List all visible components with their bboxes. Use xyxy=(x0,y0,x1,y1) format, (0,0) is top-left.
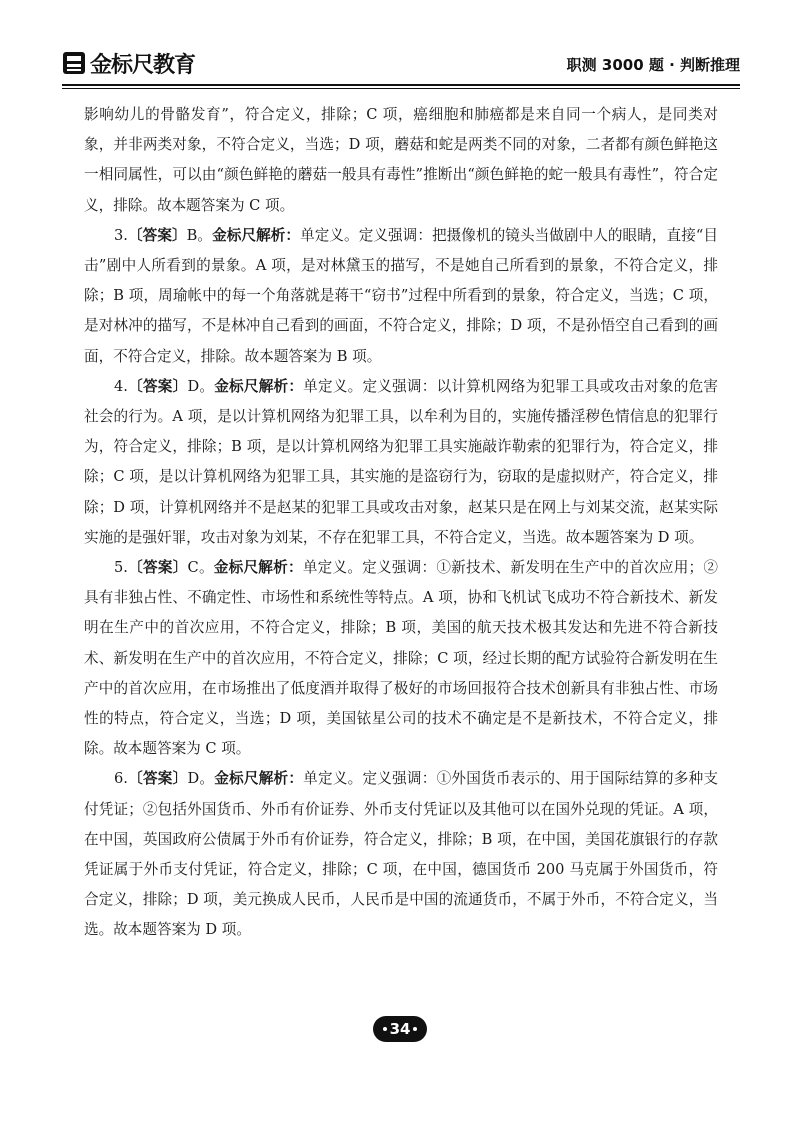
question-number: 5. xyxy=(114,559,128,577)
question-number: 3. xyxy=(114,226,128,244)
header-rule-thin xyxy=(62,88,740,89)
question-5-analysis xyxy=(84,553,718,764)
paragraph-continuation xyxy=(84,100,718,221)
header-rule-thick xyxy=(62,84,740,86)
question-3-analysis xyxy=(84,221,718,372)
brand-logo-icon xyxy=(62,51,86,75)
book-title: 职测 3000 题 · 判断推理 xyxy=(566,56,740,74)
question-6-analysis xyxy=(84,764,718,945)
answer-label: 〔答案〕 xyxy=(127,377,188,395)
page-number-dot-left xyxy=(383,1027,387,1031)
page-number-dot-right xyxy=(413,1027,417,1031)
analysis-text: 单定义。定义强调：以计算机网络为犯罪工具或攻击对象的危害社会的行为。A 项，是以计算机网络为犯罪工具，以牟利为目的，实施传播淫秽色情信息的犯罪行为，符合定义，排除；B 项，是以计算机网络为犯罪工具实施敲诈勒索的犯罪行为，符合定义，排除；C 项，是以计算机网络为犯罪工具，其实施的是盗窃行为，窃取的是虚拟财产，符合定义，排除；D 项，计算机网络并不是赵某的犯罪工具或攻击对象，赵某只是在网上与刘某交流，赵某实际实施的是强奸罪，攻击对象为刘某，不存在犯罪工具，不符合定义，当选。故本题答案为 D 项。 xyxy=(84,377,718,546)
page-number: 34 xyxy=(389,1020,411,1038)
page-header xyxy=(62,44,740,84)
question-number: 6. xyxy=(114,770,128,788)
answer-analysis-body xyxy=(84,100,718,946)
answer-value: D。 xyxy=(187,377,215,395)
answer-value: D。 xyxy=(187,770,215,788)
analysis-label: 金标尺解析： xyxy=(213,559,303,577)
answer-label: 〔答案〕 xyxy=(127,226,187,244)
answer-label: 〔答案〕 xyxy=(127,770,188,788)
analysis-label: 金标尺解析： xyxy=(214,770,304,788)
analysis-text: 单定义。定义强调：①新技术、新发明在生产中的首次应用；②具有非独占性、不确定性、市场性和系统性等特点。A 项，协和飞机试飞成功不符合新技术、新发明在生产中的首次应用，不符合定义，排除；B 项，美国的航天技术极其发达和先进不符合新技术、新发明在生产中的首次应用，不符合定义，排除；C 项，经过长期的配方试验符合新发明在生产中的首次应用，在市场推出了低度酒并取得了极好的市场回报符合技术创新具有非独占性、市场性的特点，符合定义，当选；D 项，美国铱星公司的技术不确定是不是新技术，不符合定义，排除。故本题答案为 C 项。 xyxy=(84,559,718,758)
brand-logo xyxy=(62,50,195,76)
answer-value: C。 xyxy=(187,559,214,577)
brand-name: 金标尺教育 xyxy=(90,52,196,78)
analysis-text: 单定义。定义强调：把摄像机的镜头当做剧中人的眼睛，直接“目击”剧中人所看到的景象。A 项，是对林黛玉的描写，不是她自己所看到的景象，不符合定义，排除；B 项，周瑜帐中的每一个角落就是蒋干“窃书”过程中所看到的景象，符合定义，当选；C 项，是对林冲的描写，不是林冲自己看到的画面，不符合定义，排除；D 项，不是孙悟空自己看到的画面，不符合定义，排除。故本题答案为 B 项。 xyxy=(84,226,718,365)
page-number-badge xyxy=(373,1016,427,1042)
analysis-label: 金标尺解析： xyxy=(214,377,304,395)
analysis-label: 金标尺解析： xyxy=(212,226,301,244)
question-4-analysis xyxy=(84,372,718,553)
question-number: 4. xyxy=(114,377,128,395)
answer-value: B。 xyxy=(186,226,213,244)
answer-label: 〔答案〕 xyxy=(127,559,188,577)
analysis-text: 单定义。定义强调：①外国货币表示的、用于国际结算的多种支付凭证；②包括外国货币、外币有价证券、外币支付凭证以及其他可以在国外兑现的凭证。A 项，在中国，英国政府公债属于外币有价证券，符合定义，排除；B 项，在中国，美国花旗银行的存款凭证属于外币支付凭证，符合定义，排除；C 项，在中国，德国货币 200 马克属于外国货币，符合定义，排除；D 项，美元换成人民币，人民币是中国的流通货币，不属于外币，不符合定义，当选。故本题答案为 D 项。 xyxy=(84,770,718,939)
paragraph-text: 影响幼儿的骨骼发育”，符合定义，排除；C 项，癌细胞和肺癌都是来自同一个病人，是同类对象，并非两类对象，不符合定义，当选；D 项，蘑菇和蛇是两类不同的对象，二者都有颜色鲜艳这一相同属性，可以由“颜色鲜艳的蘑菇一般具有毒性”推断出“颜色鲜艳的蛇一般具有毒性”，符合定义，排除。故本题答案为 C 项。 xyxy=(84,106,718,214)
